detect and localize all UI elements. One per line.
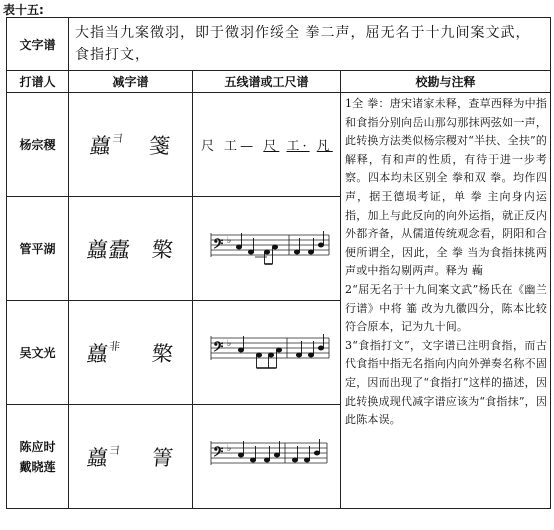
performer-cell: 管平湖: [7, 197, 69, 301]
reduced-glyph: 蠤: [85, 341, 111, 366]
performer-cell: 杨宗稷: [7, 93, 69, 197]
reduced-glyph: 非: [108, 339, 122, 353]
svg-text:♭: ♭: [227, 338, 232, 349]
performer-cell: 吴文光: [7, 301, 69, 405]
table-row: [7, 93, 551, 197]
reduced-glyph: 箋: [147, 133, 173, 158]
gongche-note: 凡: [316, 139, 333, 154]
notes-cell: [341, 93, 551, 509]
column-header-notes: 校勘与注释: [341, 71, 551, 93]
gongche-note: 工·: [286, 139, 310, 154]
column-header-row: [7, 71, 551, 93]
svg-text:𝄢: 𝄢: [213, 443, 224, 463]
note-paragraph-2: 2“屈无名于十九间案文武”杨氏在《幽兰行谱》中将 箠 改为九徽四分，陈本比较符合原本，记为九十间。: [345, 282, 548, 334]
gongche-score-cell: [193, 93, 341, 197]
gongche-note: 尺: [201, 139, 218, 154]
reduced-glyph: 檠: [150, 341, 175, 366]
reduced-glyph: 蠤: [88, 133, 113, 158]
reduced-score-cell: [69, 301, 193, 405]
reduced-glyph: 彐: [111, 131, 125, 145]
reduced-glyph: 蠹: [107, 237, 133, 262]
svg-text:𝄢: 𝄢: [213, 235, 224, 255]
column-header-performer: 打谱人: [7, 71, 69, 93]
staff-notation-image: [193, 328, 339, 374]
performer-cell: [7, 405, 69, 509]
column-header-reduced: 减字谱: [69, 71, 193, 93]
performer-name: 戴晓莲: [19, 459, 56, 474]
reduced-glyph: 蠤: [85, 445, 111, 470]
svg-text:♭: ♭: [227, 443, 232, 454]
reduced-glyph: 檠: [150, 237, 175, 262]
note-paragraph-3: 3“食指打文”，文字谱已注明食指，而古代食指中指无名指向内向外弹奏名称不固定，因而出现了“食指打”这样的描述，因此转换成现代减字谱应该为“食指抹”，因此陈本误。: [345, 338, 548, 427]
reduced-glyph: 箐: [150, 445, 175, 470]
reduced-glyph: 蠤: [85, 237, 111, 262]
svg-text:♭: ♭: [227, 235, 232, 246]
gongche-notation: [193, 135, 340, 154]
staff-score-cell: [193, 405, 341, 509]
reduced-glyph: 彐: [108, 443, 122, 457]
svg-text:𝄢: 𝄢: [213, 338, 224, 358]
staff-score-cell: [193, 197, 341, 301]
note-paragraph-1: 1全 拳：唐宋诸家未释，查草西释为中指和食指分别向岳山那勾那抹两弦如一声，此转换方法类似杨宗稷对“半扶、全扶”的解释，有和声的性质，有待于进一步考察。四本均未区别全 拳和双 拳。均作四声，据王德埙考证，单 拳 主向身内运指，加上与此反向的向外运指，就正反内外都齐备，从儒道传统观念看，阴阳和合便所谓全，因此，全 拳 当为食指抹挑两声或中指勾剔两声。释为 蘜: [345, 97, 548, 278]
reduced-score-cell: [69, 197, 193, 301]
staff-notation-image: [193, 435, 339, 475]
staff-notation-image: [193, 227, 339, 267]
reduced-score-cell: [69, 405, 193, 509]
text-score-row: [7, 18, 551, 71]
gongche-note: 工—: [224, 139, 257, 154]
performer-name: 陈应时: [19, 439, 56, 454]
text-score-label: 文字谱: [7, 18, 69, 71]
text-score-content: 大指当九案徵羽，即于徵羽作绥全 拳二声，屈无名于十九间案文武，食指打文，: [69, 18, 551, 71]
column-header-staff: 五线谱或工尺谱: [193, 71, 341, 93]
gongche-note: 尺: [263, 139, 280, 154]
staff-score-cell: [193, 301, 341, 405]
reduced-score-cell: [69, 93, 193, 197]
collation-table: [6, 17, 551, 509]
table-caption: 表十五:: [3, 3, 44, 17]
